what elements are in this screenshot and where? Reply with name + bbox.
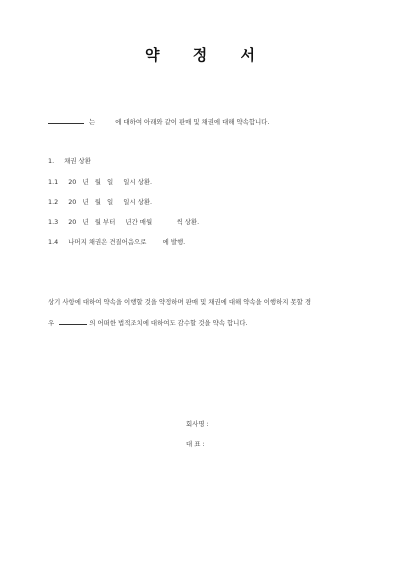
- clause-line-2: [48, 318, 248, 327]
- item-text: 나머지 채권은 견질어음으로 에 발행.: [68, 238, 186, 246]
- intro-subject-suffix: 는: [89, 118, 96, 126]
- intro-line: [48, 117, 269, 126]
- party-blank: [59, 318, 87, 325]
- item-1-3: [48, 218, 199, 226]
- subject-blank: [48, 117, 84, 124]
- item-1: [48, 157, 91, 165]
- intro-text: 에 대하여 아래와 같이 판매 및 채권에 대해 약속합니다.: [115, 118, 270, 126]
- item-number: 1.4: [48, 238, 59, 246]
- document-title: 약 정 서: [145, 46, 269, 64]
- representative-label: 대 표 :: [186, 440, 205, 448]
- item-text: 20 년 월 일 일시 상환.: [68, 198, 153, 206]
- item-number: 1.1: [48, 178, 59, 186]
- item-text: 채권 상환: [64, 157, 91, 165]
- item-number: 1.: [48, 157, 55, 165]
- item-number: 1.3: [48, 218, 59, 226]
- company-name-label: 회사명 :: [186, 420, 209, 428]
- clause-prefix: 우: [48, 319, 55, 327]
- item-text: 20 년 월 일 일시 상환.: [68, 178, 153, 186]
- item-number: 1.2: [48, 198, 59, 206]
- clause-suffix: 의 어떠한 법적조치에 대하여도 감수할 것을 약속 합니다.: [89, 319, 248, 327]
- item-text: 20 년 월 부터 년간 매월 씩 상환.: [68, 218, 200, 226]
- item-1-1: [48, 178, 152, 186]
- item-1-2: [48, 198, 152, 206]
- clause-line-1: 상기 사항에 대하여 약속을 이행할 것을 약정하며 판매 및 채권에 대해 약속을 이행하지 못할 경: [48, 298, 312, 306]
- item-1-4: [48, 238, 185, 246]
